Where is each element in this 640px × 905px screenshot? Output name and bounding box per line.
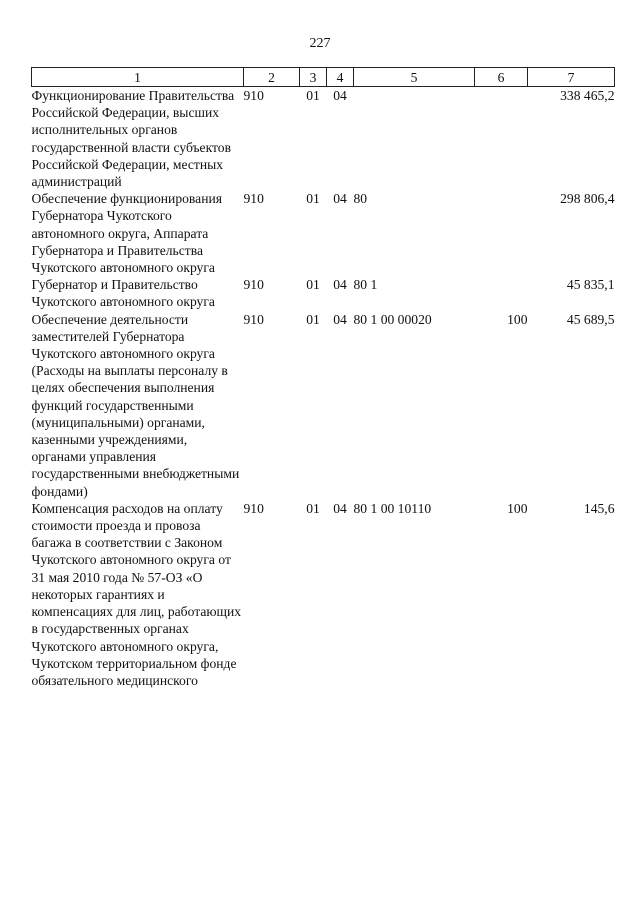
row-expense-type (475, 190, 528, 276)
column-header-amount: 7 (528, 68, 615, 87)
table-row (32, 276, 615, 310)
budget-table (31, 67, 615, 689)
row-section: 01 (306, 88, 320, 103)
row-name: Обеспечение функционирования Губернатора Чукотского автономного округа, Аппарата Губернатора и Правительства Чукотского автономного округа (31, 191, 222, 276)
table-row (32, 87, 615, 191)
column-header-expense-type: 6 (475, 68, 528, 87)
row-amount: 45 835,1 (566, 277, 615, 293)
row-name: Компенсация расходов на оплату стоимости проезда и провоза багажа в соответствии с Законом Чукотского автономного округа от 31 мая 2010 года № 57-ОЗ «О некоторых гарантиях и компенсациях для лиц, работающих в государственных органах Чукотского автономного округа, Чукотском территориальном фонде обязательного медицинского (31, 500, 242, 688)
row-name: Функционирование Правительства Российской Федерации, высших исполнительных органов государственной власти субъектов Российской Федерации, местных администраций (31, 88, 235, 190)
row-target-article: 80 1 (353, 277, 378, 293)
row-name: Обеспечение деятельности заместителей Губернатора Чукотского автономного округа (Расходы на выплаты персоналу в целях обеспечения выполнения функций государственными (муниципальными) органами, казенными учреждениями, органами управления государственными внебюджетными фондами) (31, 311, 240, 499)
row-ministry-code: 910 (243, 88, 264, 103)
row-section: 01 (306, 277, 320, 293)
row-subsection: 04 (333, 88, 347, 103)
table-row (32, 190, 615, 276)
row-expense-type (475, 276, 528, 310)
column-header-target-article: 5 (354, 68, 475, 87)
row-section: 01 (306, 191, 320, 207)
row-section: 01 (306, 500, 320, 516)
row-target-article: 80 1 00 00020 (353, 311, 432, 327)
row-amount: 145,6 (583, 500, 615, 516)
row-amount: 338 465,2 (560, 88, 615, 103)
row-expense-type: 100 (507, 311, 528, 327)
row-amount: 45 689,5 (566, 311, 615, 327)
row-ministry-code: 910 (243, 277, 264, 293)
table-header-row (32, 68, 615, 87)
page-number: 227 (309, 36, 331, 51)
column-header-ministry: 2 (244, 68, 300, 87)
column-header-name: 1 (32, 68, 244, 87)
row-ministry-code: 910 (243, 500, 264, 516)
row-target-article (354, 87, 475, 191)
row-subsection: 04 (333, 311, 347, 327)
row-subsection: 04 (333, 500, 347, 516)
row-expense-type (475, 87, 528, 191)
row-name: Губернатор и Правительство Чукотского автономного округа (31, 277, 215, 310)
row-ministry-code: 910 (243, 191, 264, 207)
row-subsection: 04 (333, 277, 347, 293)
row-subsection: 04 (333, 191, 347, 207)
row-amount: 298 806,4 (560, 191, 615, 207)
column-header-subsection: 4 (327, 68, 354, 87)
column-header-section: 3 (300, 68, 327, 87)
table-row (32, 500, 615, 689)
row-section: 01 (306, 311, 320, 327)
row-target-article: 80 1 00 10110 (353, 500, 432, 516)
table-row (32, 311, 615, 500)
row-ministry-code: 910 (243, 311, 264, 327)
row-expense-type: 100 (507, 500, 528, 516)
row-target-article: 80 (353, 191, 368, 207)
